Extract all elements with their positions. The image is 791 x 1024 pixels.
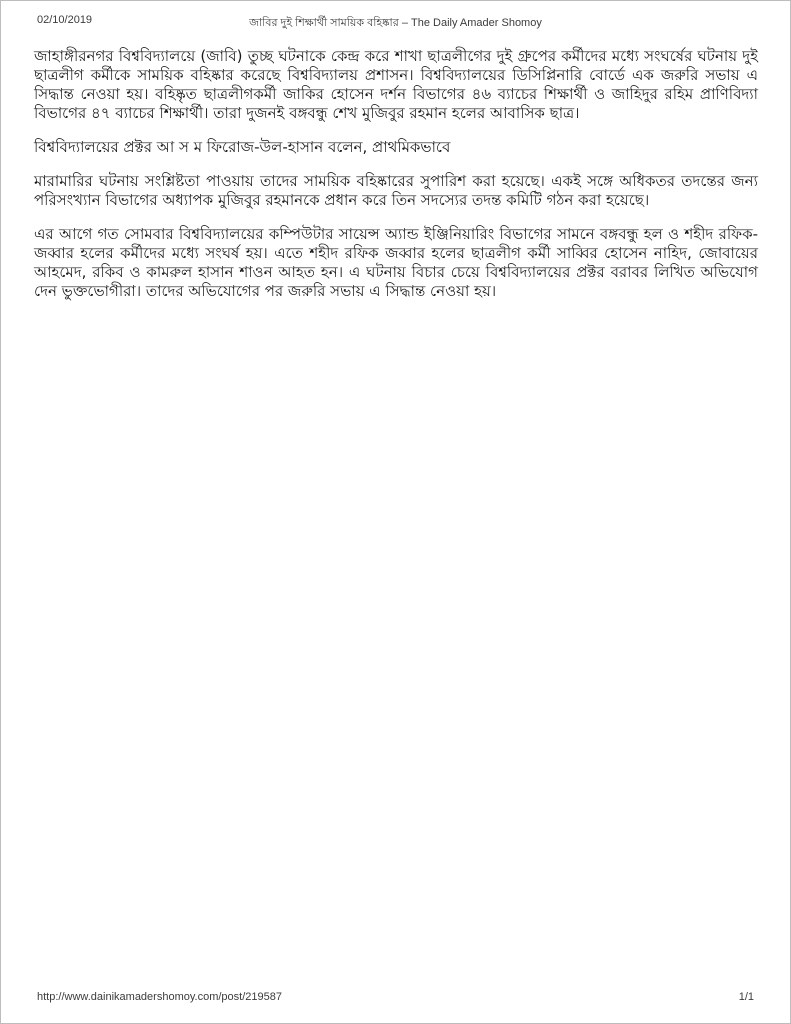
article-body: [34, 47, 758, 316]
document-title: জাবির দুই শিক্ষার্থী সাময়িক বহিষ্কার – The Daily Amader Shomoy: [249, 17, 542, 29]
article-paragraph-3: মারামারির ঘটনায় সংশ্লিষ্টতা পাওয়ায় তাদের সাময়িক বহিষ্কারের সুপারিশ করা হয়েছে। একই সঙ্গে অধিকতর তদন্তের জন্য পরিসংখ্যান বিভাগের অধ্যাপক মুজিবুর রহমানকে প্রধান করে তিন সদস্যের তদন্ত কমিটি গঠন করা হয়েছে।: [34, 172, 758, 209]
article-paragraph-4: এর আগে গত সোমবার বিশ্ববিদ্যালয়ের কম্পিউটার সায়েন্স অ্যান্ড ইঞ্জিনিয়ারিং বিভাগের সামনে বঙ্গবন্ধু হল ও শহীদ রফিক-জব্বার হলের কর্মীদের মধ্যে সংঘর্ষ হয়। এতে শহীদ রফিক জব্বার হলের ছাত্রলীগ কর্মী সাব্বির হোসেন নাহিদ, জোবায়ের আহমেদ, রকিব ও কামরুল হাসান শাওন আহত হন। এ ঘটনায় বিচার চেয়ে বিশ্ববিদ্যালয়ের প্রক্টর বরাবর লিখিত অভিযোগ দেন ভুক্তভোগীরা। তাদের অভিযোগের পর জরুরি সভায় এ সিদ্ধান্ত নেওয়া হয়।: [34, 225, 758, 300]
article-paragraph-2: বিশ্ববিদ্যালয়ের প্রক্টর আ স ম ফিরোজ-উল-হাসান বলেন, প্রাথমিকভাবে: [34, 138, 451, 156]
print-date: 02/10/2019: [37, 14, 93, 26]
page-number: 1/1: [738, 991, 754, 1003]
print-header: [37, 14, 754, 30]
article-paragraph-1: জাহাঙ্গীরনগর বিশ্ববিদ্যালয়ে (জাবি) তুচ্ছ ঘটনাকে কেন্দ্র করে শাখা ছাত্রলীগের দুই গ্রুপের কর্মীদের মধ্যে সংঘর্ষের ঘটনায় দুই ছাত্রলীগ কর্মীকে সাময়িক বহিষ্কার করেছে বিশ্ববিদ্যালয় প্রশাসন। বিশ্ববিদ্যালয়ের ডিসিপ্লিনারি বোর্ডে এক জরুরি সভায় এ সিদ্ধান্ত নেওয়া হয়। বহিষ্কৃত ছাত্রলীগকর্মী জাকির হোসেন দর্শন বিভাগের ৪৬ ব্যাচের শিক্ষার্থী ও জাহিদুর রহিম প্রাণিবিদ্যা বিভাগের ৪৭ ব্যাচের শিক্ষার্থী। তারা দুজনই বঙ্গবন্ধু শেখ মুজিবুর রহমান হলের আবাসিক ছাত্র।: [34, 47, 758, 122]
print-footer: [37, 991, 754, 1005]
source-url: http://www.dainikamadershomoy.com/post/219587: [37, 991, 282, 1003]
